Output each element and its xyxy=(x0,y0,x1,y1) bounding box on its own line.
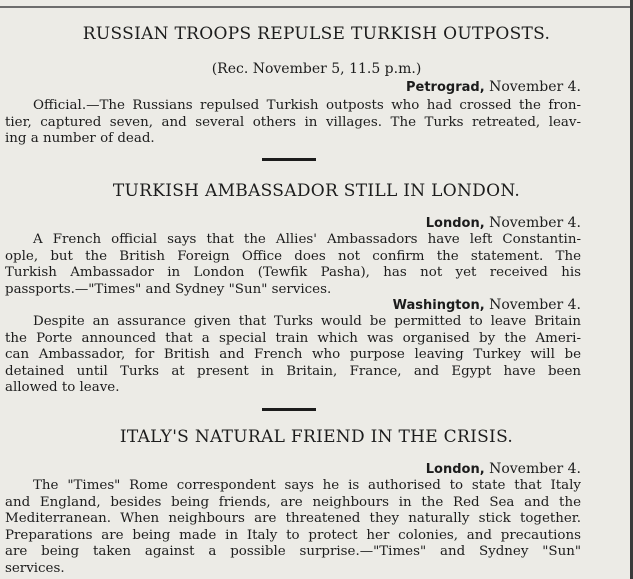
article2-body-2 xyxy=(5,314,581,397)
article2-dateline-2 xyxy=(393,297,581,313)
body-line: Mediterranean. When neighbours are threatened they naturally stick together. xyxy=(5,511,581,526)
dateline-place: Washington, xyxy=(392,298,485,313)
article2-heading: TURKISH AMBASSADOR STILL IN LONDON. xyxy=(112,181,521,201)
body-line: can Ambassador, for British and French who purpose leaving Turkey will be xyxy=(5,347,581,362)
dateline-date: November 4. xyxy=(489,215,581,231)
body-line: detained until Turks at present in Britain, France, and Egypt have been xyxy=(5,363,581,379)
body-line: Preparations are being made in Italy to protect her colonies, and precautions xyxy=(5,527,581,543)
body-line: Official.—The Russians repulsed Turkish outposts who had crossed the fron- xyxy=(33,98,581,113)
body-line: Despite an assurance given that Turks would be permitted to leave Britain xyxy=(33,314,581,329)
article1-body xyxy=(5,98,581,148)
article2-body-1 xyxy=(5,232,581,298)
article1-received-note: (Rec. November 5, 11.5 p.m.) xyxy=(211,61,422,77)
body-line: services. xyxy=(5,560,65,576)
body-line: are being taken against a possible surprise.—"Times" and Sydney "Sun" xyxy=(5,544,581,559)
section-divider xyxy=(262,408,316,411)
article1-dateline xyxy=(406,79,581,95)
body-line: The "Times" Rome correspondent says he is authorised to state that Italy xyxy=(33,478,581,493)
body-line: tier, captured seven, and several others in villages. The Turks retreated, leav- xyxy=(5,114,581,130)
body-line: Turkish Ambassador in London (Tewfik Pasha), has not yet received his xyxy=(5,265,581,280)
dateline-place: London, xyxy=(425,216,485,231)
body-line: A French official says that the Allies' Ambassadors have left Constantin- xyxy=(33,232,581,247)
dateline-date: November 4. xyxy=(489,79,581,95)
article3-dateline xyxy=(426,461,581,477)
body-line: the Porte announced that a special train which was organised by the Ameri- xyxy=(5,330,581,346)
article3-heading: ITALY'S NATURAL FRIEND IN THE CRISIS. xyxy=(119,427,514,447)
article2-dateline-1 xyxy=(426,215,581,231)
body-line: passports.—"Times" and Sydney "Sun" services. xyxy=(5,281,332,297)
body-line: allowed to leave. xyxy=(5,380,120,395)
body-line: and England, besides being friends, are neighbours in the Red Sea and the xyxy=(5,494,581,510)
dateline-date: November 4. xyxy=(489,297,581,313)
article3-body xyxy=(5,478,581,577)
body-line: ing a number of dead. xyxy=(5,131,155,146)
section-divider xyxy=(262,158,316,161)
dateline-date: November 4. xyxy=(489,461,581,477)
body-line: ople, but the British Foreign Office does not confirm the statement. The xyxy=(5,248,581,264)
article1-heading: RUSSIAN TROOPS REPULSE TURKISH OUTPOSTS. xyxy=(82,24,551,44)
top-rule xyxy=(0,6,633,8)
dateline-place: London, xyxy=(425,462,485,477)
dateline-place: Petrograd, xyxy=(406,80,485,95)
